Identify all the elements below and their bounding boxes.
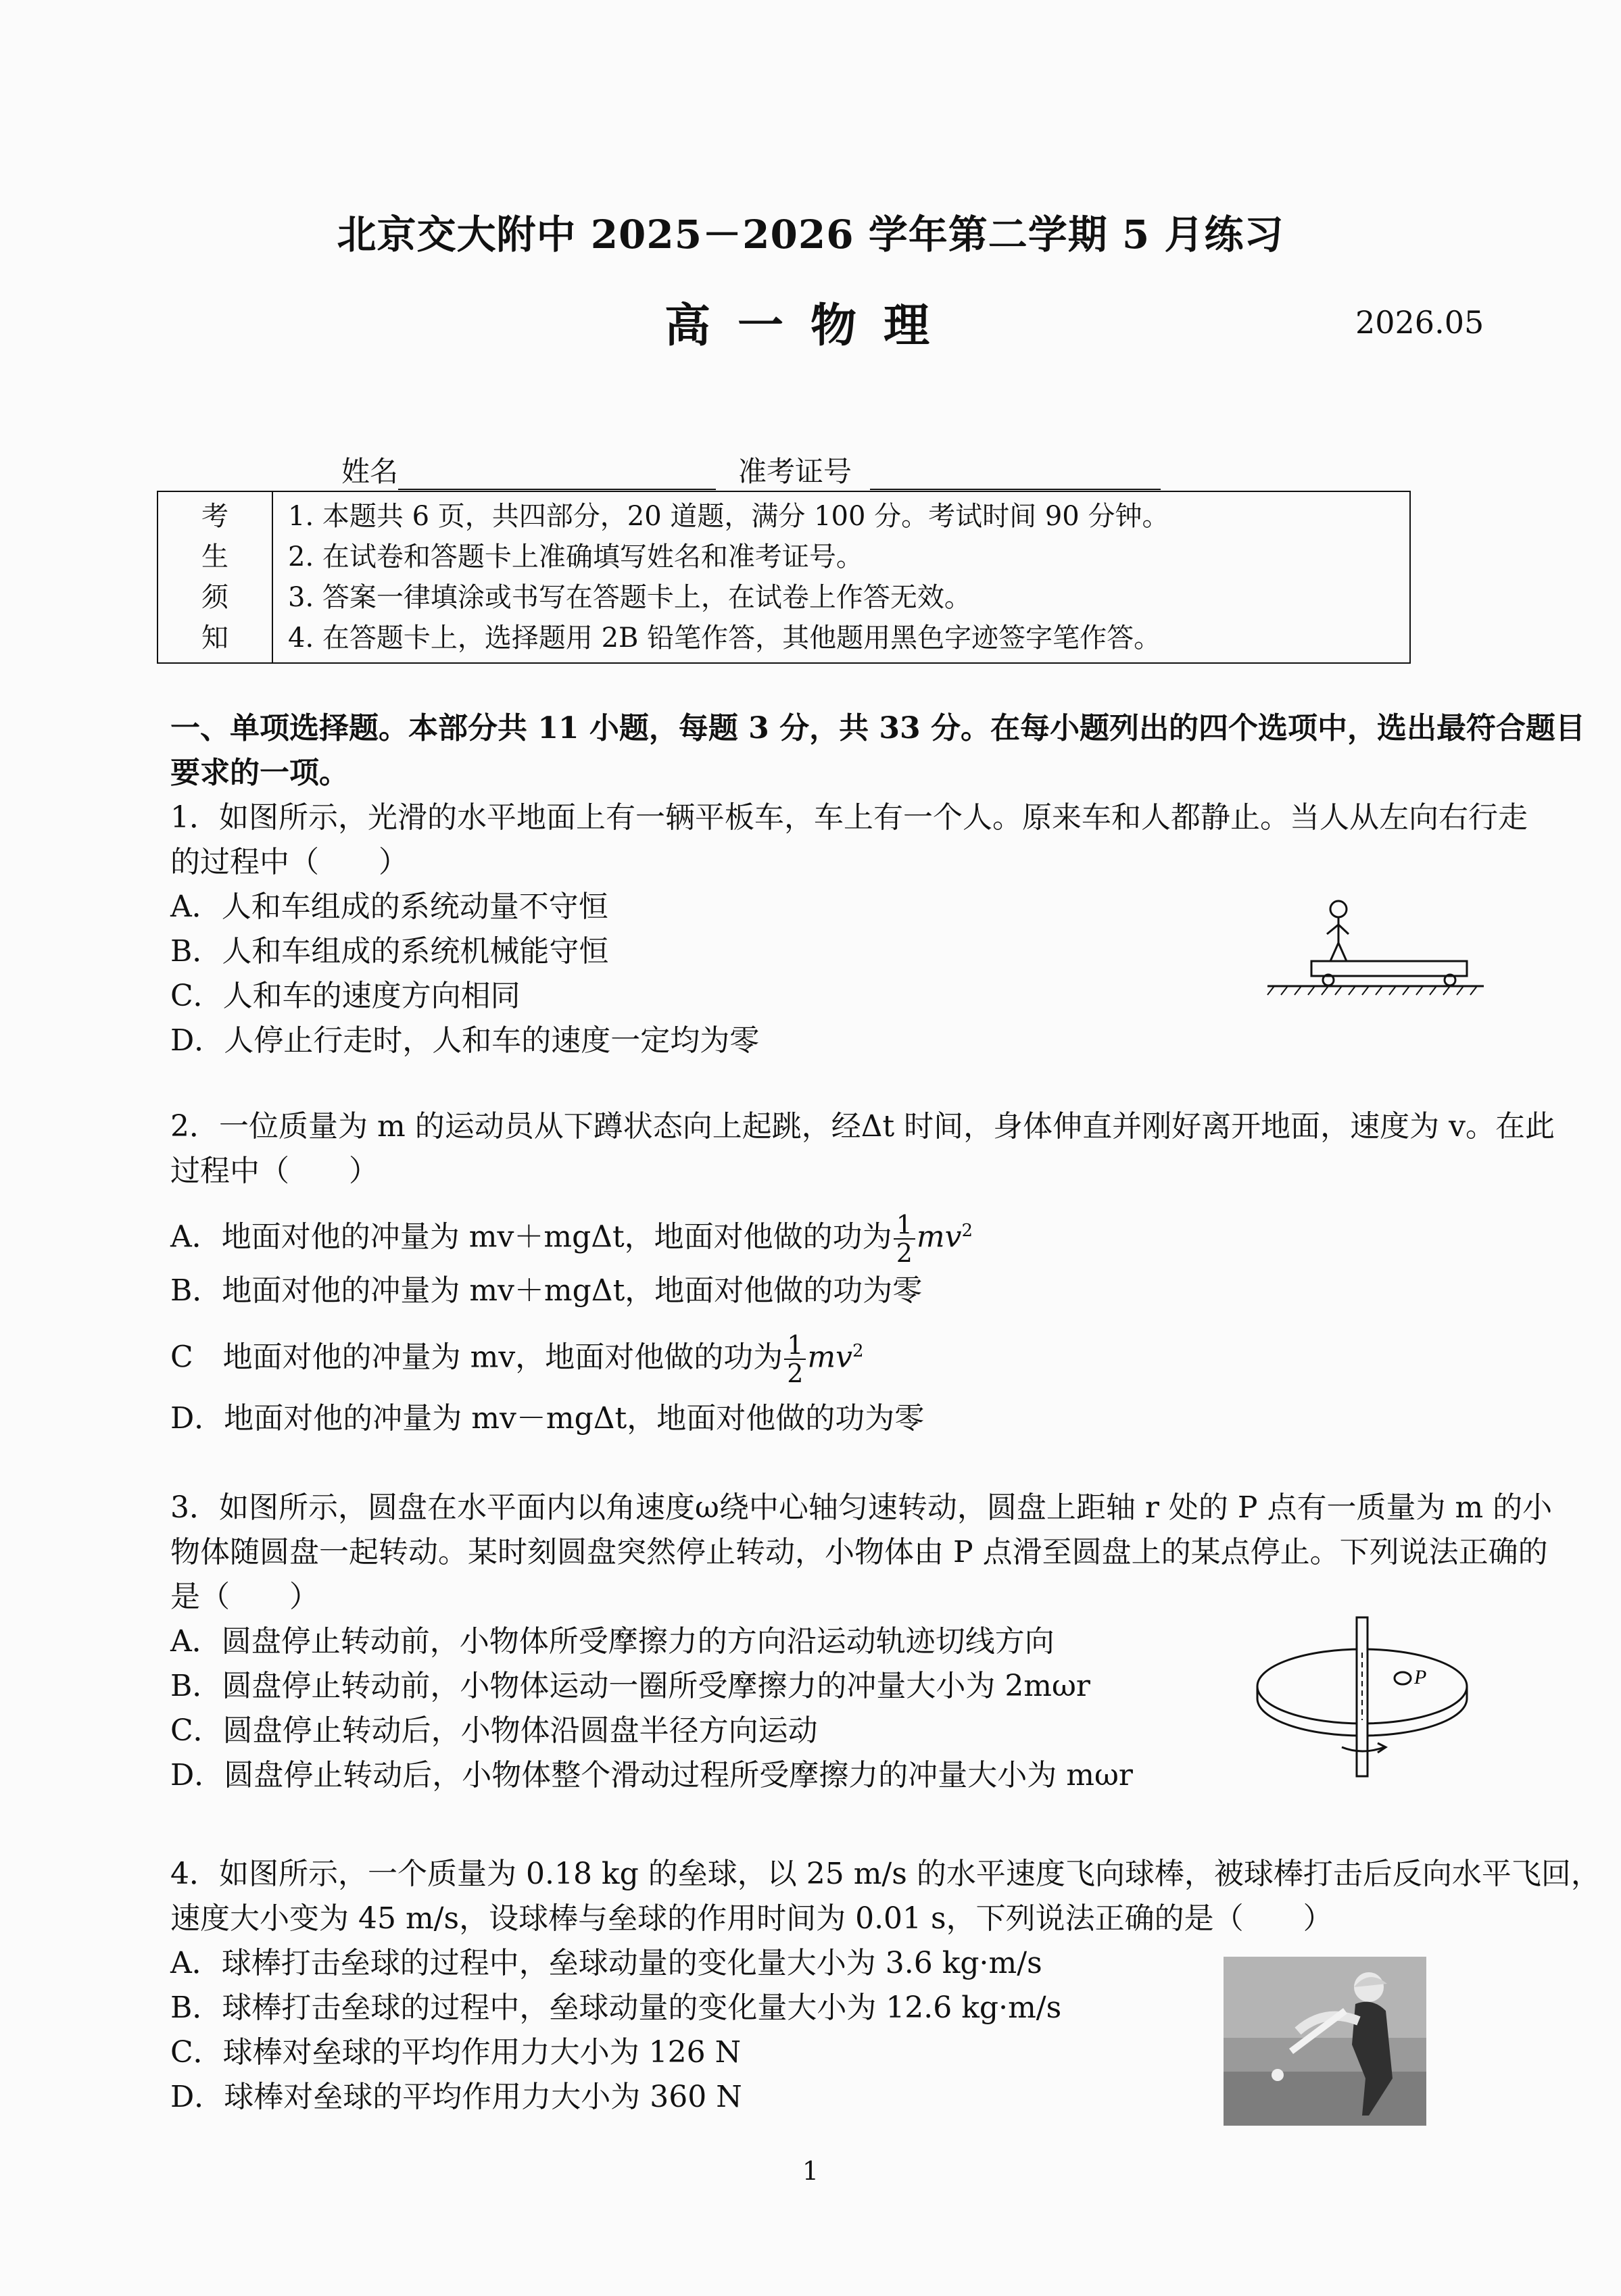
q3-stem: 3．如图所示，圆盘在水平面内以角速度ω绕中心轴匀速转动，圆盘上距轴 r 处的 P 点有一质量为 m 的小 [170, 1490, 1553, 1525]
q2-option-b[interactable]: B．地面对他的冲量为 mv＋mgΔt，地面对他做的功为零 [170, 1273, 923, 1308]
q3-option-b[interactable]: B．圆盘停止转动前，小物体运动一圈所受摩擦力的冲量大小为 2mωr [170, 1669, 1090, 1703]
baseball-batter-photo [1224, 1957, 1426, 2126]
q3-stem-end: 是（ ） [170, 1580, 319, 1614]
q1-stem-cont: 的过程中（ ） [170, 845, 408, 879]
q2-option-a[interactable]: A．地面对他的冲量为 mv＋mgΔt，地面对他做的功为 $\frac{1}{2}$ $mv^2$ [170, 1210, 973, 1269]
id-field[interactable] [738, 449, 1161, 490]
q4-option-b[interactable]: B．球棒打击垒球的过程中，垒球动量的变化量大小为 12.6 kg·m/s [170, 1990, 1062, 2025]
fraction: $\frac{1}{2}$ [894, 1211, 915, 1267]
q2-stem: 2．一位质量为 m 的运动员从下蹲状态向上起跳，经Δt 时间，身体伸直并刚好离开地面，速度为 v。在此 [170, 1109, 1555, 1144]
q4-option-d[interactable]: D．球棒对垒球的平均作用力大小为 360 N [170, 2080, 742, 2114]
exam-title: 北京交大附中 2025－2026 学年第二学期 5 月练习 [337, 212, 1284, 258]
cart-person-figure [1261, 892, 1491, 1000]
q3-option-d[interactable]: D．圆盘停止转动后，小物体整个滑动过程所受摩擦力的冲量大小为 mωr [170, 1758, 1133, 1792]
fraction: $\frac{1}{2}$ [784, 1332, 806, 1387]
page-number: 1 [802, 2156, 819, 2186]
q4-option-a[interactable]: A．球棒打击垒球的过程中，垒球动量的变化量大小为 3.6 kg·m/s [170, 1946, 1042, 1980]
id-blank[interactable] [870, 459, 1161, 490]
notice-table [157, 491, 1411, 664]
name-blank[interactable] [398, 459, 716, 490]
q4-stem: 4．如图所示，一个质量为 0.18 kg 的垒球，以 25 m/s 的水平速度飞向球棒，被球棒打击后反向水平飞回， [170, 1857, 1601, 1891]
section-heading: 一、单项选择题。本部分共 11 小题，每题 3 分，共 33 分。在每小题列出的四个选项中，选出最符合题目 [170, 711, 1585, 746]
section-heading-cont: 要求的一项。 [170, 756, 349, 790]
notice-rule: 2. 在试卷和答题卡上准确填写姓名和准考证号。 [288, 541, 863, 572]
q2-stem-cont: 过程中（ ） [170, 1154, 379, 1188]
notice-rule: 1. 本题共 6 页，共四部分，20 道题，满分 100 分。考试时间 90 分钟。 [288, 501, 1169, 532]
rotating-disk-figure [1251, 1612, 1480, 1788]
svg-text:P: P [1414, 1666, 1427, 1688]
q3-stem-cont: 物体随圆盘一起转动。某时刻圆盘突然停止转动，小物体由 P 点滑至圆盘上的某点停止。下列说法正确的 [170, 1535, 1548, 1569]
q3-option-c[interactable]: C．圆盘停止转动后，小物体沿圆盘半径方向运动 [170, 1713, 818, 1748]
q2-option-c[interactable]: C 地面对他的冲量为 mv，地面对他做的功为 $\frac{1}{2}$ $mv^2$ [170, 1330, 864, 1389]
q1-option-d[interactable]: D．人停止行走时，人和车的速度一定均为零 [170, 1023, 760, 1058]
notice-rule: 3. 答案一律填涂或书写在答题卡上，在试卷上作答无效。 [288, 582, 971, 613]
subject-title: 高一物理 [664, 299, 957, 353]
q3-option-a[interactable]: A．圆盘停止转动前，小物体所受摩擦力的方向沿运动轨迹切线方向 [170, 1624, 1055, 1659]
name-field[interactable] [341, 449, 716, 490]
q4-option-c[interactable]: C．球棒对垒球的平均作用力大小为 126 N [170, 2035, 742, 2070]
notice-rule: 4. 在答题卡上，选择题用 2B 铅笔作答，其他题用黑色字迹签字笔作答。 [288, 622, 1161, 654]
name-label: 姓名 [341, 455, 399, 488]
q4-stem-cont: 速度大小变为 45 m/s，设球棒与垒球的作用时间为 0.01 s，下列说法正确的是（ ） [170, 1901, 1333, 1936]
notice-rules [272, 491, 1410, 663]
q1-option-c[interactable]: C．人和车的速度方向相同 [170, 979, 521, 1013]
q1-option-b[interactable]: B．人和车组成的系统机械能守恒 [170, 934, 609, 969]
q2-option-d[interactable]: D．地面对他的冲量为 mv－mgΔt，地面对他做的功为零 [170, 1401, 925, 1436]
notice-side-label: 考 生 须 知 [158, 491, 272, 663]
q1-stem: 1．如图所示，光滑的水平地面上有一辆平板车，车上有一个人。原来车和人都静止。当人从左向右行走 [170, 800, 1528, 835]
id-label: 准考证号 [738, 455, 852, 488]
exam-date: 2026.05 [1355, 304, 1484, 341]
q1-option-a[interactable]: A．人和车组成的系统动量不守恒 [170, 889, 608, 924]
